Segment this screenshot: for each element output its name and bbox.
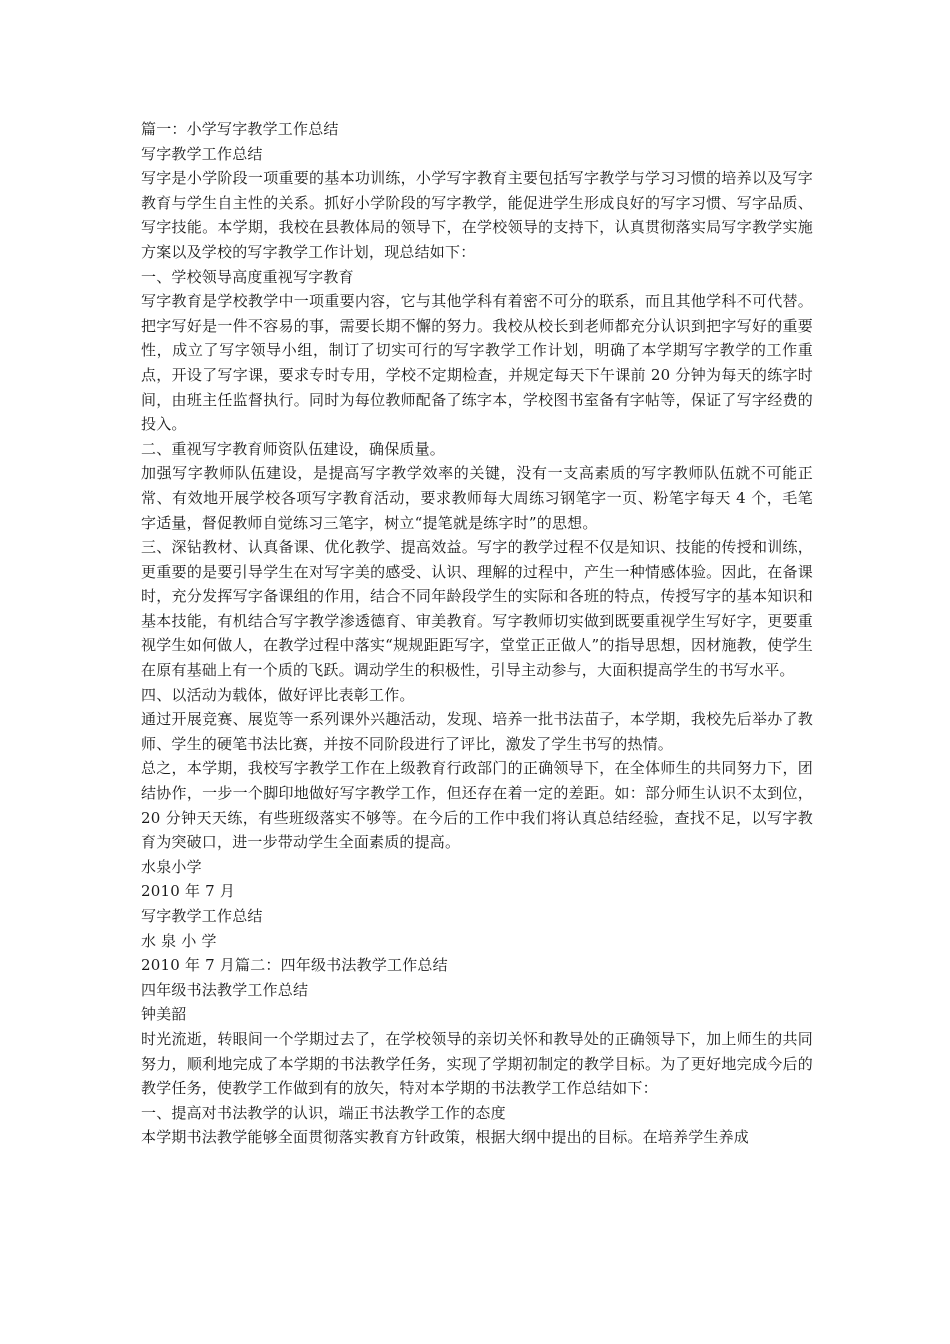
signature-school: 水泉小学	[141, 857, 202, 876]
paragraph-conclusion: 总之，本学期，我校写字教学工作在上级教育行政部门的正确领导下，在全体师生的共同努力下，团结协作，一步一个脚印地做好写字教学工作，但还存在着一定的差距。如：部分师生认识不太到位，20 分钟天天练，有些班级落实不够等。在今后的工作中我们将认真总结经验，查找不足，以写字教育为突破口，进一步带动学生全面素质的提高。	[141, 759, 813, 852]
paragraph-section-1: 写字教育是学校教学中一项重要内容，它与其他学科有着密不可分的联系，而且其他学科不可代替。把字写好是一件不容易的事，需要长期不懈的努力。我校从校长到老师都充分认识到把字写好的重要性，成立了写字领导小组，制订了切实可行的写字教学工作计划，明确了本学期写字教学的工作重点，开设了写字课，要求专时专用，学校不定期检查，并规定每天下午课前 20 分钟为每天的练字时间，由班主任监督执行。同时为每位教师配备了练字本，学校图书室备有字帖等，保证了写字经费的投入。	[141, 292, 813, 434]
section-heading-2-1: 一、提高对书法教学的认识，端正书法教学工作的态度	[141, 1103, 506, 1122]
paragraph-section-2-1: 本学期书法教学能够全面贯彻落实教育方针政策，根据大纲中提出的目标。在培养学生养成	[141, 1128, 750, 1147]
signature-date: 2010 年 7 月	[141, 882, 236, 901]
date-and-article-title-2: 2010 年 7 月篇二：四年级书法教学工作总结	[141, 956, 448, 975]
author-name: 钟美韶	[141, 1005, 187, 1024]
section-heading-2: 二、重视写字教育师资队伍建设，确保质量。	[141, 439, 446, 458]
paragraph-section-3: 三、深钻教材、认真备课、优化教学、提高效益。写字的教学过程不仅是知识、技能的传授和训练，更重要的是要引导学生在对写字美的感受、认识、理解的过程中，产生一种情感体验。因此，在备课时，充分发挥写字备课组的作用，结合不同年龄段学生的实际和各班的特点，传授写字的基本知识和基本技能，有机结合写字教学渗透德育、审美教育。写字教师切实做到既要重视学生写好字，更要重视学生如何做人，在教学过程中落实“规规距距写字，堂堂正正做人”的指导思想，因材施教，使学生在原有基础上有一个质的飞跃。调动学生的积极性，引导主动参与，大面积提高学生的书写水平。	[141, 538, 813, 680]
paragraph-intro: 写字是小学阶段一项重要的基本功训练，小学写字教育主要包括写字教学与学习习惯的培养以及写字教育与学生自主性的关系。抓好小学阶段的写字教学，能促进学生形成良好的写字习惯、写字品质、写字技能。本学期，我校在县教体局的领导下，在学校领导的支持下，认真贯彻落实局写字教学实施方案以及学校的写字教学工作计划，现总结如下：	[141, 169, 813, 261]
section-heading-4: 四、以活动为载体，做好评比表彰工作。	[141, 685, 415, 704]
paragraph-intro-2: 时光流逝，转眼间一个学期过去了，在学校领导的亲切关怀和教导处的正确领导下，加上师生的共同努力，顺利地完成了本学期的书法教学任务，实现了学期初制定的教学目标。为了更好地完成今后的教学任务，使教学工作做到有的放矢，特对本学期的书法教学工作总结如下：	[141, 1029, 813, 1098]
paragraph-section-2: 加强写字教师队伍建设，是提高写字教学效率的关键，没有一支高素质的写字教师队伍就不可能正常、有效地开展学校各项写字教育活动，要求教师每大周练习钢笔字一页、粉笔字每天 4 个，毛笔字适量，督促教师自觉练习三笔字，树立“提笔就是练字时”的思想。	[141, 464, 813, 532]
document-body	[141, 117, 813, 1150]
article-heading-1: 写字教学工作总结	[141, 144, 263, 163]
article-heading-3: 四年级书法教学工作总结	[141, 980, 309, 999]
signature-school-spaced: 水 泉 小 学	[141, 931, 217, 950]
article-heading-2: 写字教学工作总结	[141, 907, 263, 925]
article-title-1: 篇一：小学写字教学工作总结	[141, 120, 339, 138]
section-heading-1: 一、学校领导高度重视写字教育	[141, 267, 354, 286]
paragraph-section-4: 通过开展竞赛、展览等一系列课外兴趣活动，发现、培养一批书法苗子，本学期，我校先后举办了教师、学生的硬笔书法比赛，并按不同阶段进行了评比，激发了学生书写的热情。	[141, 710, 813, 753]
